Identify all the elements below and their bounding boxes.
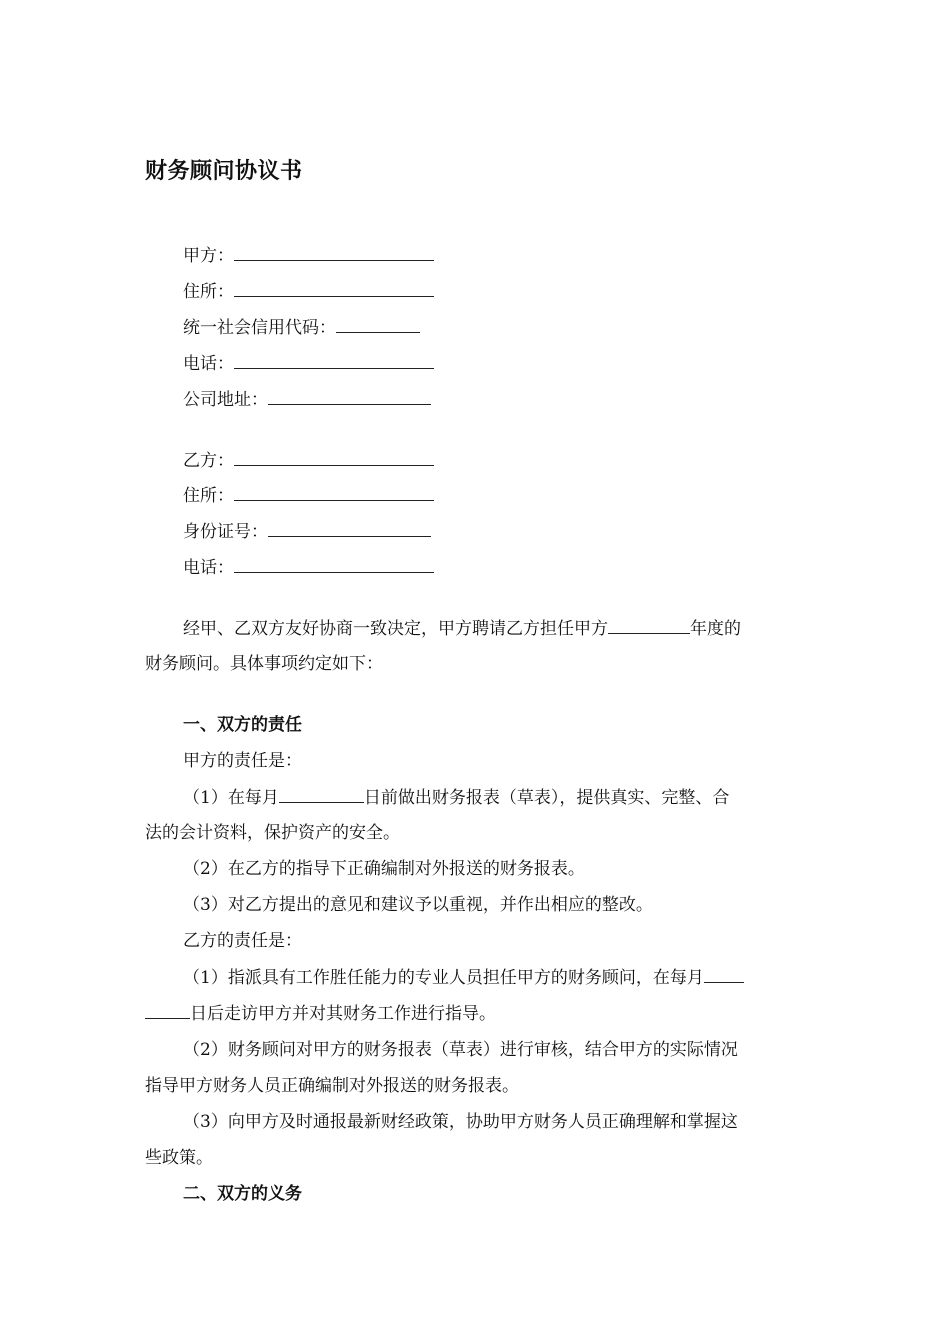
section-2-heading: 二、双方的义务 (183, 1184, 302, 1204)
intro-line-2: 财务顾问。具体事项约定如下： (145, 654, 383, 674)
party-a-credit-code-row (183, 314, 420, 341)
party-a-name-row (183, 242, 434, 269)
party-b-address-label: 住所： (183, 486, 234, 506)
party-b-id-blank (268, 518, 431, 537)
party-b-id-row (183, 518, 431, 545)
party-a-credit-code-label: 统一社会信用代码： (183, 318, 336, 338)
party-a-resp-1-text-1: （1）在每月 (183, 788, 279, 808)
intro-text-2: 年度的 (690, 619, 741, 639)
party-a-resp-1-text-2: 日前做出财务报表（草表），提供真实、完整、合 (363, 788, 730, 808)
document-title: 财务顾问协议书 (145, 159, 303, 184)
party-b-resp-1-line-1 (183, 964, 744, 991)
party-a-resp-1-line-2: 法的会计资料，保护资产的安全。 (145, 823, 400, 843)
party-b-resp-1-text-1: （1）指派具有工作胜任能力的专业人员担任甲方的财务顾问，在每月 (183, 968, 704, 988)
party-b-resp-1-day-blank-a (704, 964, 744, 983)
party-b-address-row (183, 482, 434, 509)
party-a-phone-label: 电话： (183, 354, 234, 374)
party-b-id-label: 身份证号： (183, 522, 268, 542)
party-a-company-address-label: 公司地址： (183, 390, 268, 410)
party-a-address-row (183, 278, 434, 305)
party-b-resp-1-line-2 (145, 1000, 496, 1027)
party-b-name-blank (234, 447, 434, 466)
party-a-phone-blank (234, 350, 434, 369)
party-a-company-address-row (183, 386, 431, 413)
party-a-resp-3: （3）对乙方提出的意见和建议予以重视，并作出相应的整改。 (183, 895, 653, 915)
party-a-phone-row (183, 350, 434, 377)
party-b-phone-blank (234, 554, 434, 573)
party-b-resp-3-line-1: （3）向甲方及时通报最新财经政策，协助甲方财务人员正确理解和掌握这 (183, 1112, 738, 1132)
party-a-address-label: 住所： (183, 282, 234, 302)
party-b-resp-1-text-2: 日后走访甲方并对其财务工作进行指导。 (190, 1004, 496, 1024)
party-b-name-label: 乙方： (183, 451, 234, 471)
party-b-phone-row (183, 554, 434, 581)
party-a-name-label: 甲方： (183, 246, 234, 266)
party-b-phone-label: 电话： (183, 558, 234, 578)
party-b-resp-1-day-blank-b (145, 1000, 190, 1019)
intro-year-blank (608, 615, 690, 634)
section-1-heading: 一、双方的责任 (183, 715, 302, 735)
party-b-name-row (183, 447, 434, 474)
party-a-resp-1-day-blank (279, 784, 364, 803)
party-a-resp-2: （2）在乙方的指导下正确编制对外报送的财务报表。 (183, 859, 585, 879)
intro-line-1 (183, 615, 741, 642)
party-a-name-blank (234, 242, 434, 261)
party-a-resp-label: 甲方的责任是： (183, 751, 302, 771)
party-b-resp-2-line-1: （2）财务顾问对甲方的财务报表（草表）进行审核，结合甲方的实际情况 (183, 1040, 738, 1060)
party-b-resp-label: 乙方的责任是： (183, 931, 302, 951)
intro-text-1: 经甲、乙双方友好协商一致决定，甲方聘请乙方担任甲方 (183, 619, 608, 639)
party-a-resp-1-line-1 (183, 784, 729, 811)
party-b-resp-3-line-2: 些政策。 (145, 1148, 213, 1168)
party-b-address-blank (234, 482, 434, 501)
party-b-resp-2-line-2: 指导甲方财务人员正确编制对外报送的财务报表。 (145, 1076, 519, 1096)
party-a-address-blank (234, 278, 434, 297)
party-a-credit-code-blank (336, 314, 420, 333)
party-a-company-address-blank (268, 386, 431, 405)
